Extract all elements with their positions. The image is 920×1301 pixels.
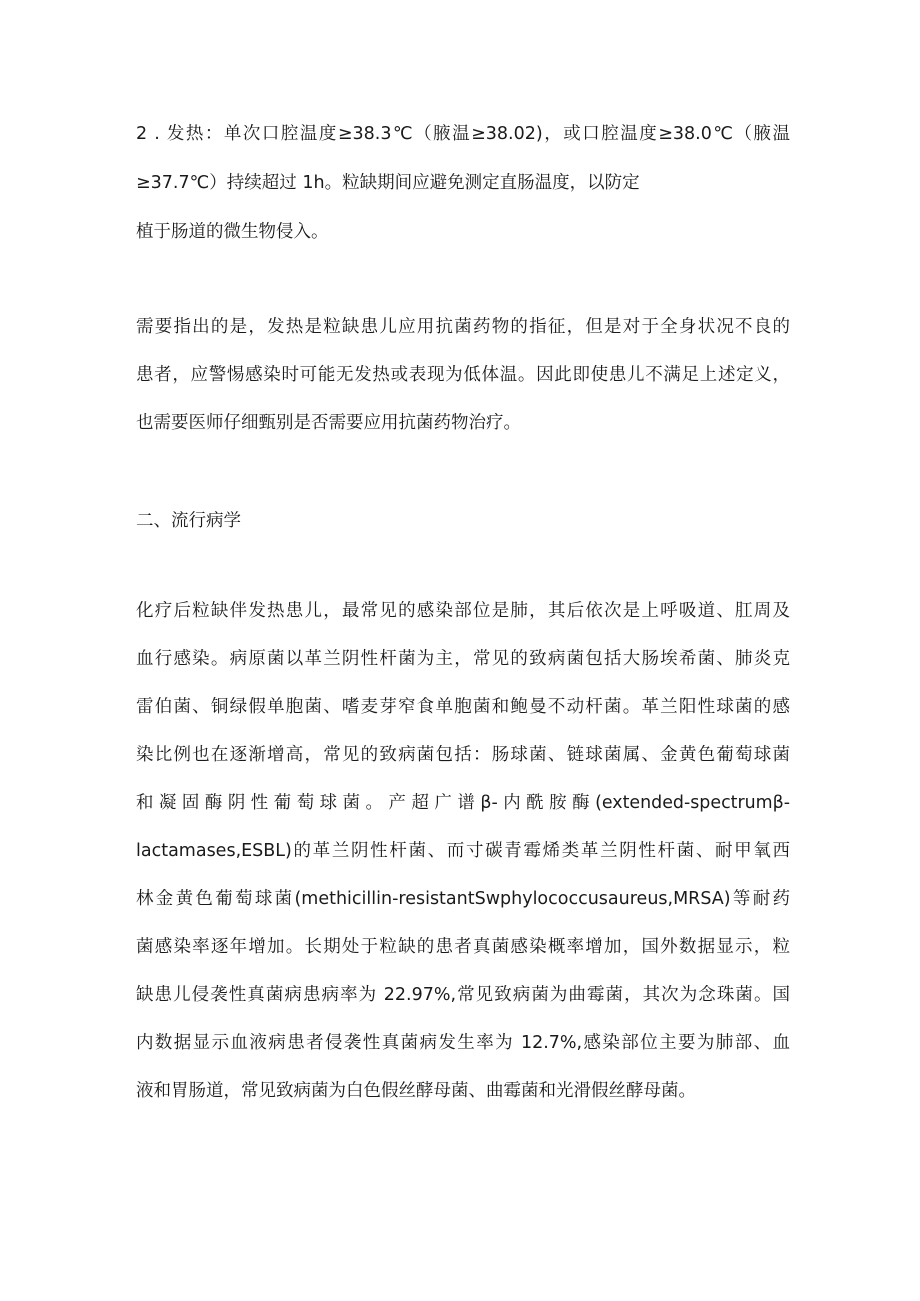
paragraph-line: 和 凝 固 酶 阴 性 葡 萄 球 菌 。 产 超 广 谱 β- 内 酰 胺 酶 (extended-spectrumβ- — [136, 793, 790, 813]
paragraph-line: 患者，应警惕感染时可能无发热或表现为低体温。因此即使患儿不满足上述定义， — [136, 365, 790, 385]
paragraph-line: 林金黄色葡萄球菌(methicillin-resistantSwphylococcusaureus,MRSA)等耐药 — [136, 889, 790, 909]
section-heading: 二、流行病学 — [136, 511, 241, 531]
paragraph-line: 植于肠道的微生物侵入。 — [136, 222, 329, 242]
paragraph-line: 血行感染。病原菌以革兰阴性杆菌为主，常见的致病菌包括大肠埃希菌、肺炎克 — [136, 649, 790, 669]
paragraph-line: 也需要医师仔细甄别是否需要应用抗菌药物治疗。 — [136, 413, 521, 433]
paragraph-line: 2 . 发热：单次口腔温度≥38.3℃（腋温≥38.02)，或口腔温度≥38.0℃（腋温 — [136, 124, 790, 144]
paragraph-line: 缺患儿侵袭性真菌病患病率为 22.97%,常见致病菌为曲霉菌，其次为念珠菌。国 — [136, 985, 790, 1005]
paragraph-line: 内数据显示血液病患者侵袭性真菌病发生率为 12.7%,感染部位主要为肺部、血 — [136, 1033, 790, 1053]
paragraph-line: 液和胃肠道，常见致病菌为白色假丝酵母菌、曲霉菌和光滑假丝酵母菌。 — [136, 1081, 696, 1101]
paragraph-line: lactamases,ESBL)的革兰阴性杆菌、而寸碳青霉烯类革兰阴性杆菌、耐甲氧西 — [136, 841, 790, 861]
paragraph-line: 菌感染率逐年增加。长期处于粒缺的患者真菌感染概率增加，国外数据显示，粒 — [136, 937, 790, 957]
paragraph-line: 染比例也在逐渐增高，常见的致病菌包括：肠球菌、链球菌属、金黄色葡萄球菌 — [136, 745, 790, 765]
paragraph-line: 化疗后粒缺伴发热患儿，最常见的感染部位是肺，其后依次是上呼吸道、肛周及 — [136, 601, 790, 621]
paragraph-line: 雷伯菌、铜绿假单胞菌、嗜麦芽窄食单胞菌和鲍曼不动杆菌。革兰阳性球菌的感 — [136, 697, 790, 717]
paragraph-line: 需要指出的是，发热是粒缺患儿应用抗菌药物的指征，但是对于全身状况不良的 — [136, 317, 790, 337]
paragraph-line: ≥37.7℃）持续超过 1h。粒缺期间应避免测定直肠温度，以防定 — [136, 173, 640, 193]
